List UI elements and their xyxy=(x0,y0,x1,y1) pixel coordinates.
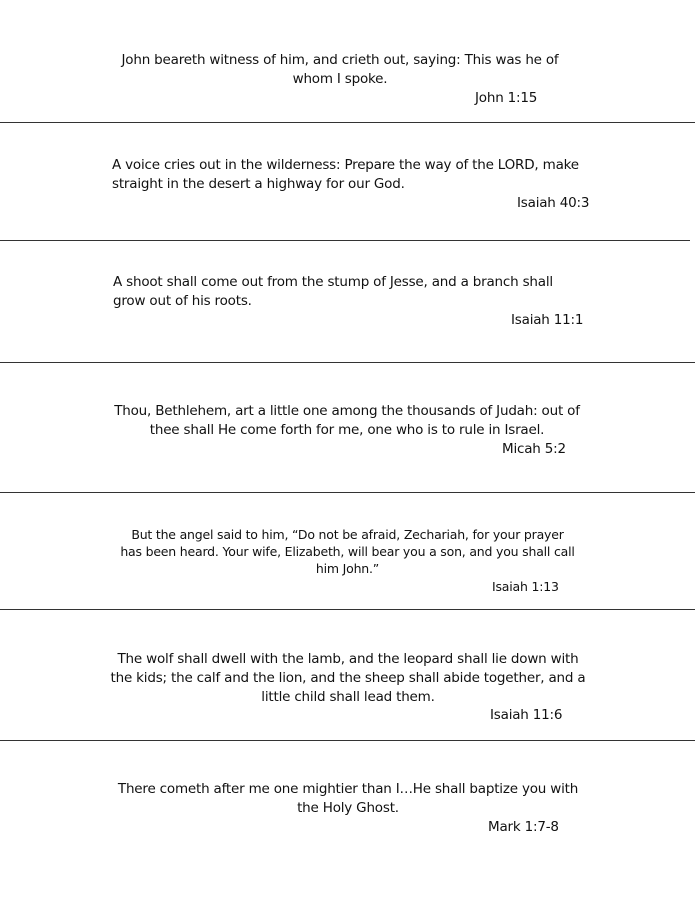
verse-block-5 xyxy=(120,526,575,594)
verse-text: But the angel said to him, “Do not be afraid, Zechariah, for your prayer has been heard. Your wife, Elizabeth, will bear you a son, and you shall call him John.” xyxy=(120,527,575,576)
verse-text: The wolf shall dwell with the lamb, and the leopard shall lie down with the kids; the calf and the lion, and the sheep shall abide together, and a little child shall lead them. xyxy=(110,651,586,705)
verse-text: Thou, Bethlehem, art a little one among the thousands of Judah: out of thee shall He come forth for me, one who is to rule in Israel. xyxy=(114,403,580,438)
verse-reference: Isaiah 1:13 xyxy=(492,579,559,594)
divider-line xyxy=(0,492,695,493)
verse-block-6 xyxy=(108,650,588,723)
verse-text: A voice cries out in the wilderness: Prepare the way of the LORD, make straight in the desert a highway for our God. xyxy=(112,157,579,192)
verse-block-3 xyxy=(113,273,584,328)
verse-block-7 xyxy=(108,780,588,835)
verse-reference: Isaiah 11:1 xyxy=(511,312,584,328)
divider-line xyxy=(0,122,695,123)
divider-line xyxy=(0,362,695,363)
verse-reference: John 1:15 xyxy=(475,90,538,106)
verse-reference: Isaiah 40:3 xyxy=(517,195,590,211)
verse-block-1 xyxy=(110,51,570,106)
verse-text: There cometh after me one mightier than I…He shall baptize you with the Holy Ghost. xyxy=(117,781,579,816)
divider-line xyxy=(0,240,690,241)
divider-line xyxy=(0,609,695,610)
verse-reference: Isaiah 11:6 xyxy=(490,707,563,723)
verse-text: A shoot shall come out from the stump of Jesse, and a branch shall grow out of his roots. xyxy=(113,274,553,309)
verse-block-4 xyxy=(112,402,582,457)
verse-block-2 xyxy=(112,156,590,211)
verse-text: John beareth witness of him, and crieth out, saying: This was he of whom I spoke. xyxy=(121,52,559,87)
verse-reference: Mark 1:7-8 xyxy=(488,819,559,835)
divider-line xyxy=(0,740,695,741)
verse-reference: Micah 5:2 xyxy=(502,441,566,457)
